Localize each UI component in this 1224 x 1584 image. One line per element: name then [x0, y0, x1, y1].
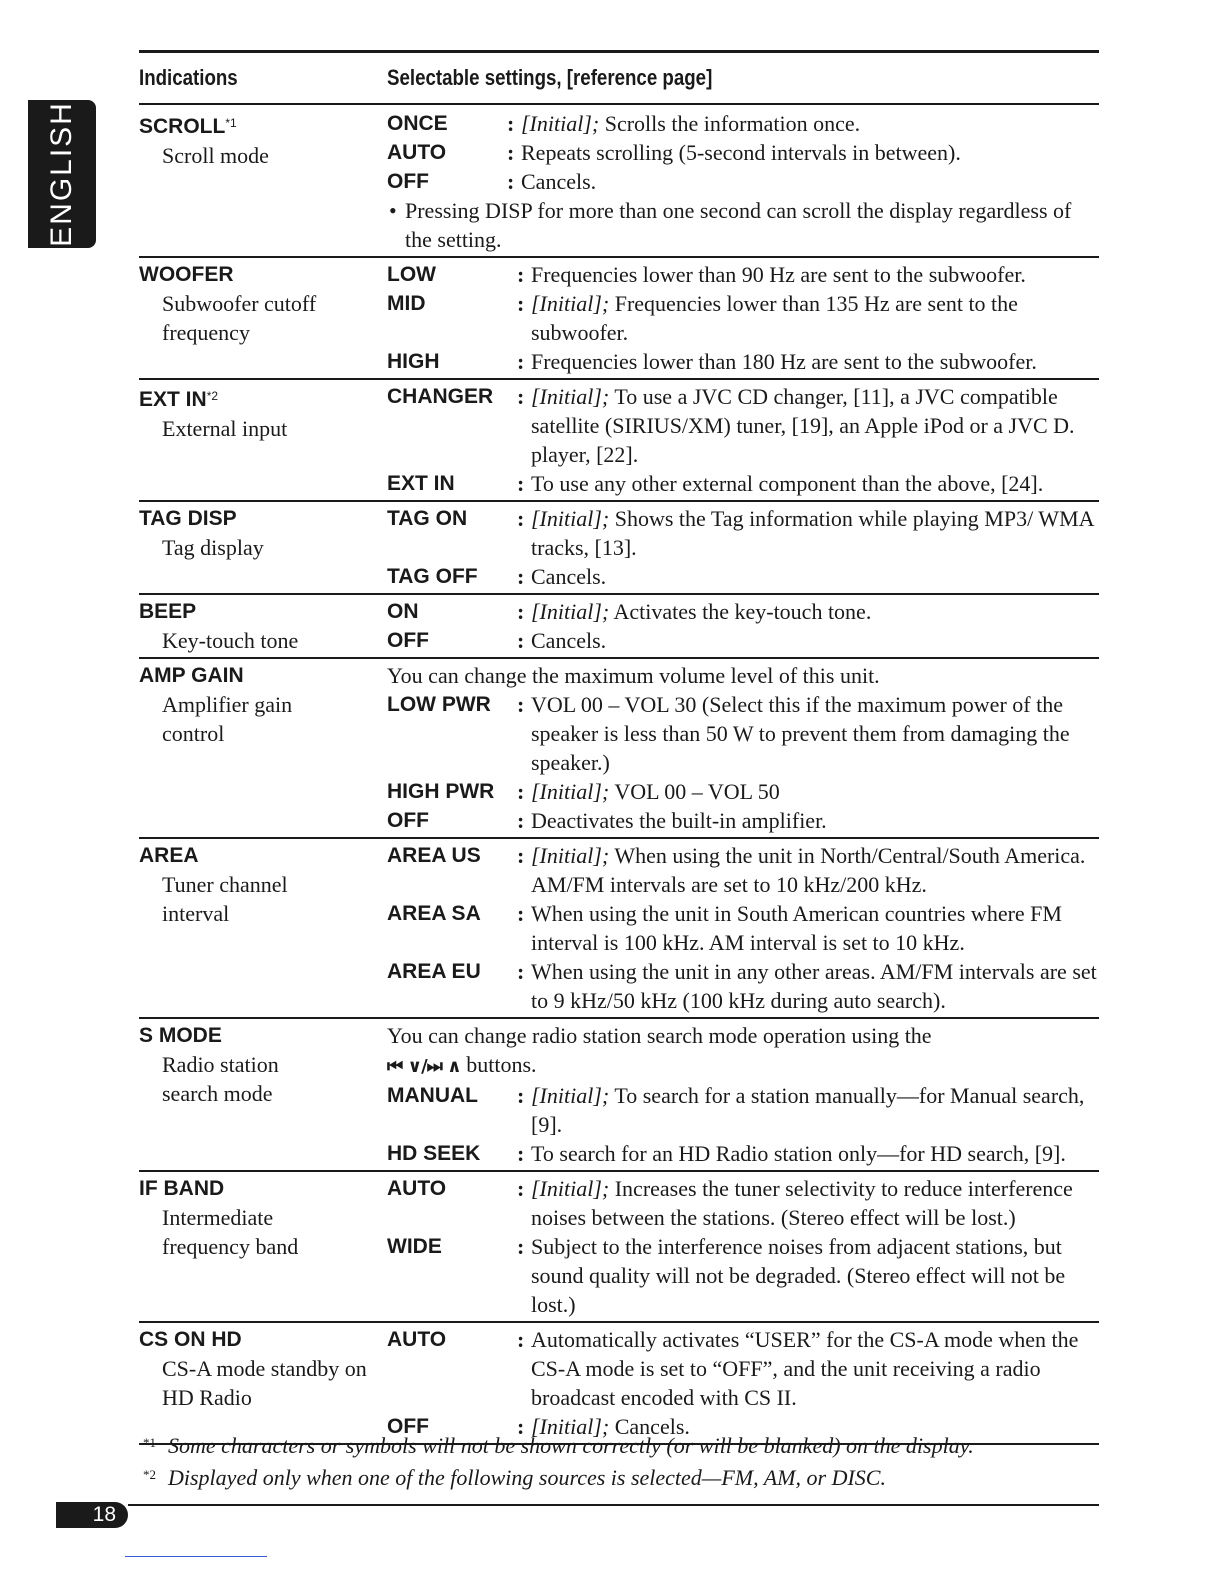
table-row: [139, 380, 1099, 502]
setting-option: WIDE : Subject to the interference noises from adjacent stations, but sound quality will not be degraded. (Stereo effect will not be lost.): [387, 1232, 1099, 1319]
setting-option: CHANGER : [Initial]; To use a JVC CD changer, [11], a JVC compatible satellite (SIRIUS/XM) tuner, [19], an Apple iPod or a JVC D. player, [22].: [387, 382, 1099, 469]
setting-option: MID : [Initial]; Frequencies lower than 135 Hz are sent to the subwoofer.: [387, 289, 1099, 347]
seek-buttons-icon: ⏮ ∨/⏭ ∧: [387, 1056, 461, 1077]
setting-option: TAG ON : [Initial]; Shows the Tag information while playing MP3/ WMA tracks, [13].: [387, 504, 1099, 562]
indication-label: BEEP: [139, 600, 197, 623]
indication-desc: Amplifier gain control: [162, 692, 293, 746]
indication-label: AREA: [139, 844, 199, 867]
indication-desc: Key-touch tone: [162, 628, 299, 653]
indication-desc: Intermediate frequency band: [162, 1205, 299, 1259]
header-settings: Selectable settings, [reference page]: [387, 65, 713, 90]
indication-label: TAG DISP: [139, 507, 237, 530]
setting-option: HD SEEK : To search for an HD Radio station only—for HD search, [9].: [387, 1139, 1099, 1168]
table-row: [139, 1172, 1099, 1323]
page-number: 18: [56, 1502, 128, 1528]
indication-desc: Scroll mode: [162, 143, 269, 168]
table-row: [139, 1323, 1099, 1445]
setting-option: LOW PWR : VOL 00 – VOL 30 (Select this if the maximum power of the speaker is less than 50 W to prevent them from damaging the speaker.): [387, 690, 1099, 777]
language-tab: [28, 100, 96, 248]
indication-label: S MODE: [139, 1024, 222, 1047]
indication-desc: Tag display: [162, 535, 264, 560]
indication-label: IF BAND: [139, 1177, 225, 1200]
setting-option: OFF : Deactivates the built-in amplifier.: [387, 806, 1099, 835]
indication-desc: Subwoofer cutoff frequency: [162, 291, 317, 345]
setting-option: AREA US : [Initial]; When using the unit in North/Central/South America. AM/FM intervals are set to 10 kHz/200 kHz.: [387, 841, 1099, 899]
indication-label: WOOFER: [139, 263, 234, 286]
footnotes: [143, 1428, 1103, 1492]
setting-option: OFF : [Initial]; Cancels.: [387, 1412, 1099, 1441]
setting-option: HIGH PWR : [Initial]; VOL 00 – VOL 50: [387, 777, 1099, 806]
setting-option: ON : [Initial]; Activates the key-touch tone.: [387, 597, 1099, 626]
table-row: [139, 105, 1099, 258]
setting-option: OFF : Cancels.: [387, 626, 1099, 655]
indication-label: AMP GAIN: [139, 664, 244, 687]
indication-label: SCROLL$^{*1}$: [139, 115, 237, 138]
setting-option: LOW : Frequencies lower than 90 Hz are sent to the subwoofer.: [387, 260, 1099, 289]
setting-option: AUTO : Repeats scrolling (5-second intervals in between).: [387, 138, 1099, 167]
setting-option: ONCE : [Initial]; Scrolls the information once.: [387, 109, 1099, 138]
footnote: $^{*1}$ Some characters or symbols will not be shown correctly (or will be blanked) on the display.: [143, 1433, 974, 1458]
indication-label: EXT IN$^{*2}$: [139, 388, 219, 411]
setting-option: OFF : Cancels.: [387, 167, 1099, 196]
settings-table: [139, 50, 1099, 1445]
language-tab-label: ENGLISH: [45, 101, 78, 247]
table-header: [139, 53, 1099, 105]
setting-option: AREA EU : When using the unit in any other areas. AM/FM intervals are set to 9 kHz/50 kHz (100 kHz during auto search).: [387, 957, 1099, 1015]
header-indications: Indications: [139, 65, 238, 90]
setting-intro: You can change the maximum volume level of this unit.: [387, 663, 880, 688]
indication-desc: Radio station search mode: [162, 1052, 279, 1106]
table-row: [139, 659, 1099, 839]
setting-option: HIGH : Frequencies lower than 180 Hz are sent to the subwoofer.: [387, 347, 1099, 376]
table-row: [139, 839, 1099, 1019]
setting-option: TAG OFF : Cancels.: [387, 562, 1099, 591]
setting-option: AREA SA : When using the unit in South American countries where FM interval is 100 kHz. AM interval is set to 10 kHz.: [387, 899, 1099, 957]
table-row: [139, 502, 1099, 595]
setting-note: • Pressing DISP for more than one second can scroll the display regardless of the setting.: [387, 196, 1099, 254]
decorative-line: [125, 1556, 267, 1557]
table-row: [139, 1019, 1099, 1172]
indication-desc: External input: [162, 416, 288, 441]
setting-intro: You can change radio station search mode operation using the ⏮ ∨/⏭ ∧ buttons.: [387, 1023, 932, 1077]
footnote: $^{*2}$ Displayed only when one of the following sources is selected—FM, AM, or DISC.: [143, 1465, 886, 1490]
bottom-rule: [128, 1504, 1099, 1506]
setting-option: MANUAL : [Initial]; To search for a station manually—for Manual search, [9].: [387, 1081, 1099, 1139]
table-row: [139, 595, 1099, 659]
indication-desc: CS-A mode standby on HD Radio: [162, 1356, 367, 1410]
indication-desc: Tuner channel interval: [162, 872, 288, 926]
table-row: [139, 258, 1099, 380]
setting-option: AUTO : [Initial]; Increases the tuner selectivity to reduce interference noises between the stations. (Stereo effect will be lost.): [387, 1174, 1099, 1232]
indication-label: CS ON HD: [139, 1328, 242, 1351]
setting-option: EXT IN : To use any other external component than the above, [24].: [387, 469, 1099, 498]
setting-option: AUTO : Automatically activates “USER” for the CS-A mode when the CS-A mode is set to “OFF”, and the unit receiving a radio broadcast encoded with CS II.: [387, 1325, 1099, 1412]
